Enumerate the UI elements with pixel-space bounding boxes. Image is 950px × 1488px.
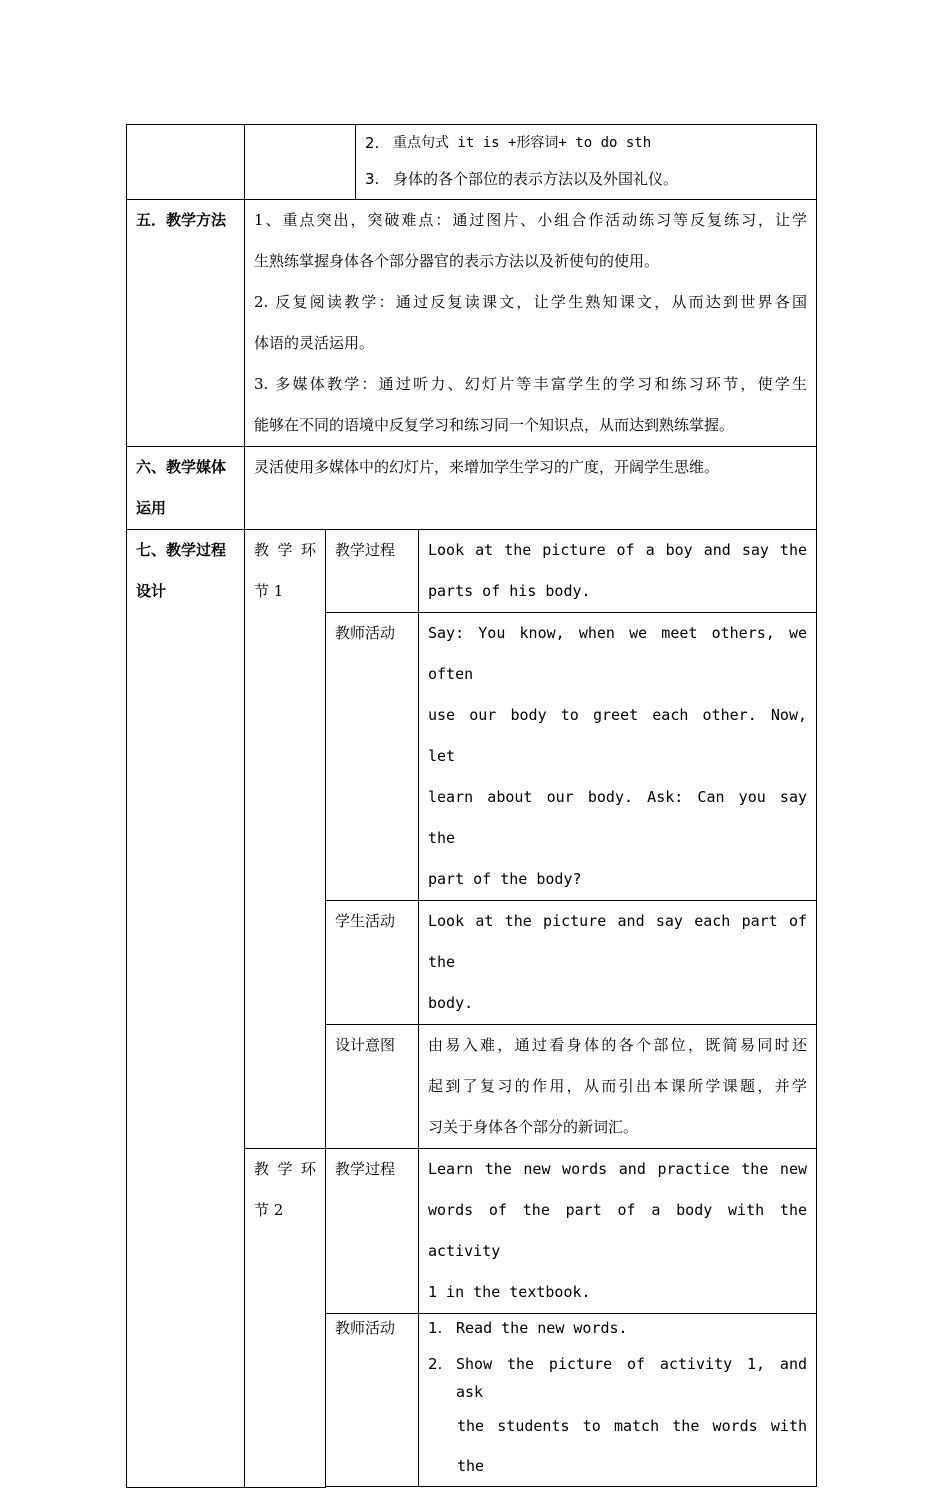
row-heading [127, 530, 245, 1488]
text-line: Look at the picture and say each part of the [428, 912, 808, 971]
text-line: body. [428, 994, 474, 1012]
text-line: 起到了复习的作用，从而引出本课所学课题，并学 [428, 1077, 808, 1095]
list-number: 2. [428, 1355, 443, 1373]
cell-label: 教师活动 [326, 613, 419, 901]
text-line: 2. 反复阅读教学：通过反复读课文，让学生熟知课文，从而达到世界各国 [254, 293, 808, 311]
heading-line: 设计 [136, 582, 167, 600]
process-row [127, 530, 817, 613]
student-activity-text [419, 901, 817, 1025]
stage-label-line: 节 1 [254, 582, 284, 600]
text-line: 3. 多媒体教学：通过听力、幻灯片等丰富学生的学习和练习环节，使学生 [254, 375, 808, 393]
stage-label [245, 530, 326, 1149]
key-points-cell [356, 125, 817, 200]
teaching-methods-text [245, 200, 817, 447]
text-line: parts of his body. [428, 582, 591, 600]
text-line: 习关于身体各个部分的新词汇。 [428, 1118, 639, 1136]
list-item [428, 1314, 807, 1342]
text-line: Learn the new words and practice the new [428, 1160, 808, 1178]
text-line: 体语的灵活运用。 [254, 334, 375, 352]
teaching-methods-row [127, 200, 817, 447]
process-text [419, 530, 817, 613]
list-number: 2. [365, 134, 380, 152]
spacer [419, 1487, 817, 1488]
list-text: 身体的各个部位的表示方法以及外国礼仪。 [393, 170, 679, 188]
teacher-activity-text [419, 1314, 817, 1487]
text-line: 1、重点突出，突破难点：通过图片、小组合作活动练习等反复练习，让学 [254, 211, 808, 229]
media-row [127, 447, 817, 530]
design-intent-text [419, 1025, 817, 1149]
text-line: the students to match the words with the [457, 1417, 808, 1475]
empty-cell [245, 125, 356, 200]
stage-label [245, 1149, 326, 1488]
text-line: 生熟练掌握身体各个部分器官的表示方法以及祈使句的使用。 [254, 252, 660, 270]
row-heading: 五．教学方法 [127, 200, 245, 447]
heading-line: 运用 [136, 499, 167, 517]
heading-line: 六、教学媒体 [136, 458, 227, 476]
key-points-row [127, 125, 817, 200]
cell-label: 设计意图 [326, 1025, 419, 1149]
stage-label-line: 节 2 [254, 1201, 284, 1219]
stage-label-line: 教 学 环 [254, 1160, 316, 1178]
cell-label: 学生活动 [326, 901, 419, 1025]
list-text: Read the new words. [456, 1319, 628, 1337]
list-text: Show the picture of activity 1, and ask [456, 1355, 808, 1401]
spacer [326, 1487, 419, 1488]
teacher-activity-text [419, 613, 817, 901]
text-line: Say: You know, when we meet others, we often [428, 624, 808, 683]
list-number: 3. [365, 170, 380, 188]
list-text: 重点句式 it is +形容词+ to do sth [393, 135, 652, 151]
media-text: 灵活使用多媒体中的幻灯片，来增加学生学习的广度，开阔学生思维。 [245, 447, 817, 530]
text-line: Look at the picture of a boy and say the [428, 541, 808, 559]
empty-heading-cell [127, 125, 245, 200]
stage-label-line: 教 学 环 [254, 541, 316, 559]
list-item [365, 125, 807, 161]
text-line: words of the part of a body with the activity [428, 1201, 808, 1260]
text-line: 能够在不同的语境中反复学习和练习同一个知识点，从而达到熟练掌握。 [254, 416, 735, 434]
process-text [419, 1149, 817, 1314]
list-number: 1. [428, 1319, 443, 1337]
cell-label: 教学过程 [326, 530, 419, 613]
text-line: use our body to greet each other. Now, let [428, 706, 808, 765]
cell-label: 教学过程 [326, 1149, 419, 1314]
text-line: 由易入难，通过看身体的各个部位，既简易同时还 [428, 1036, 808, 1054]
row-heading [127, 447, 245, 530]
lesson-plan-table [126, 124, 817, 1488]
list-item [365, 161, 807, 197]
list-item [428, 1350, 807, 1406]
text-line: part of the body? [428, 870, 582, 888]
text-line: 1 in the textbook. [428, 1283, 591, 1301]
text-line: learn about our body. Ask: Can you say the [428, 788, 808, 847]
heading-line: 七、教学过程 [136, 541, 227, 559]
cell-label: 教师活动 [326, 1314, 419, 1487]
